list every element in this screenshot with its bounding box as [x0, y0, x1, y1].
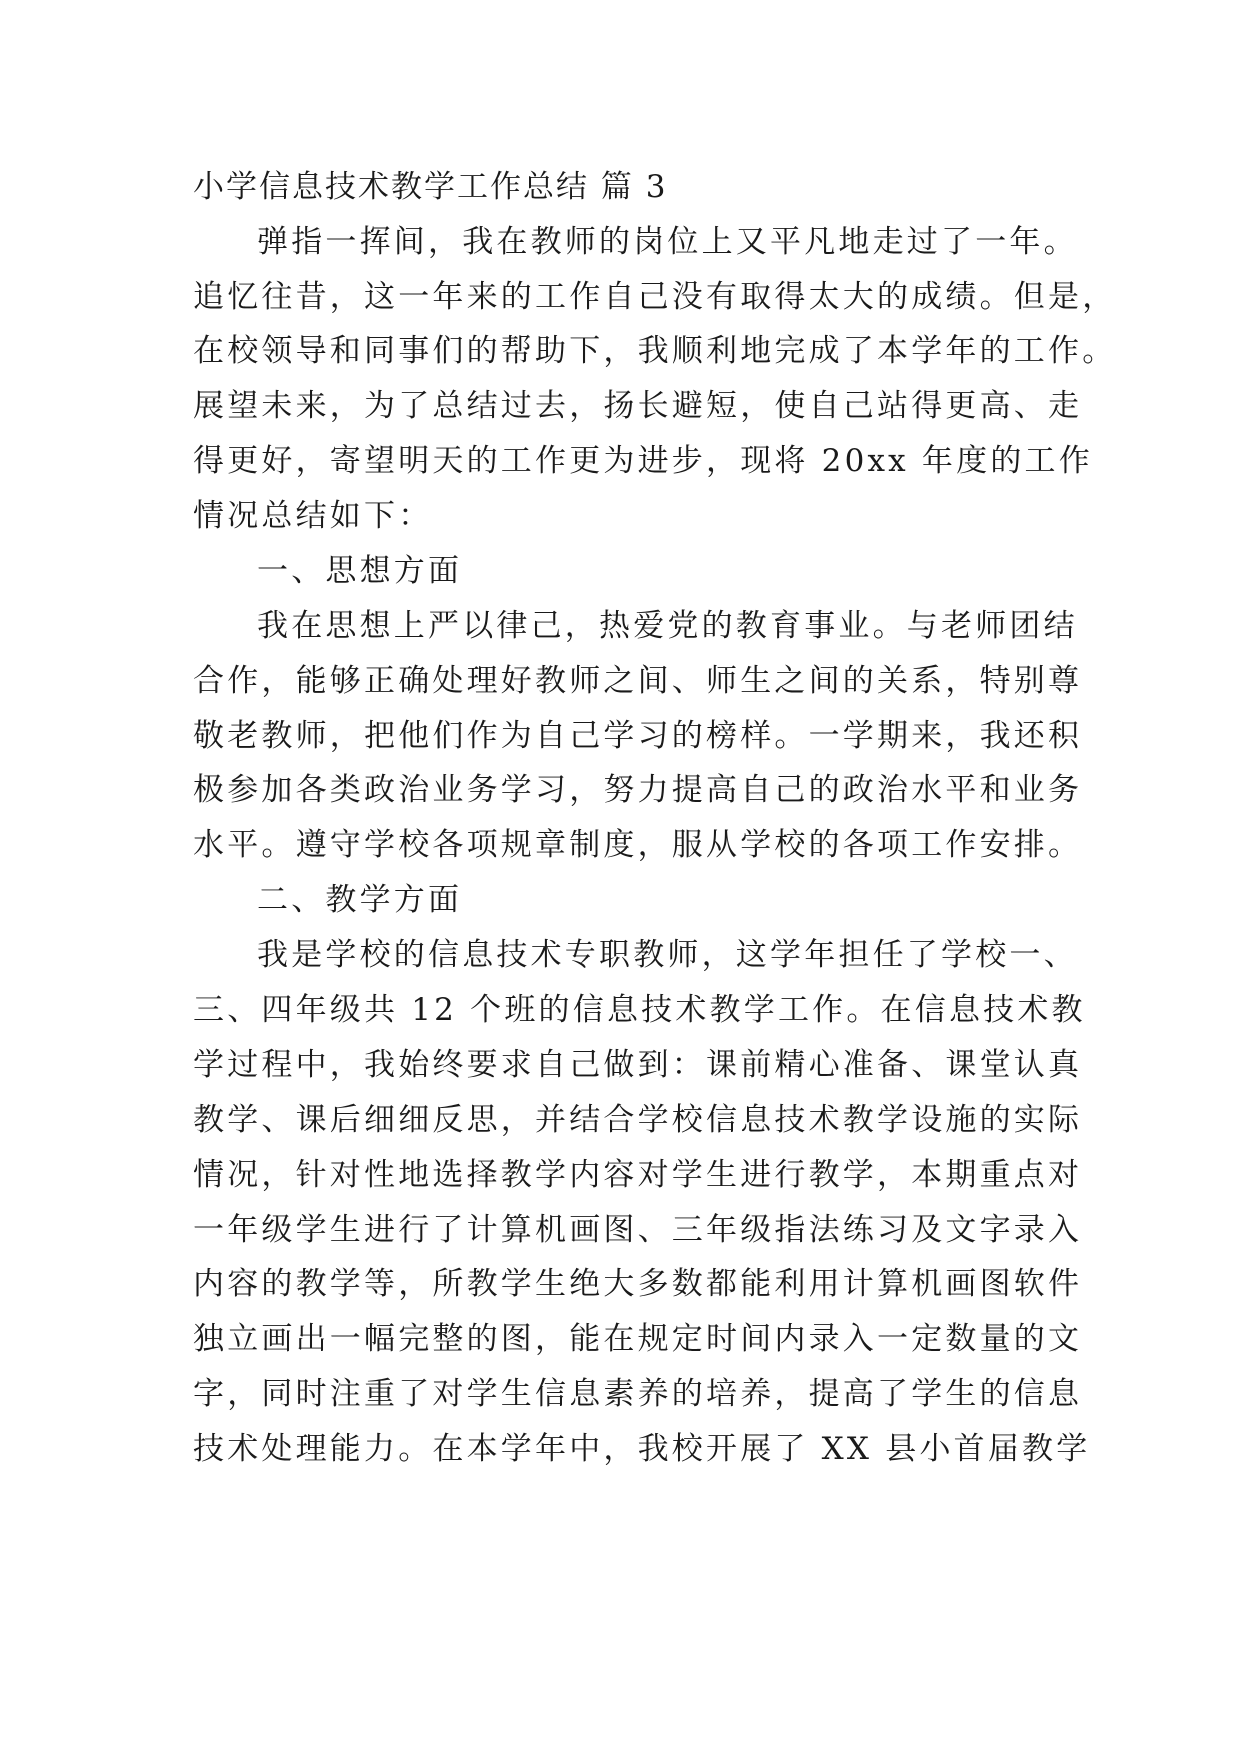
- document-title: 小学信息技术教学工作总结 篇 3: [193, 169, 668, 205]
- text-line: 我是学校的信息技术专职教师，这学年担任了学校一、: [257, 937, 1078, 973]
- text-line: 情况，针对性地选择教学内容对学生进行教学，本期重点对: [193, 1157, 1083, 1193]
- section-heading: 二、教学方面: [257, 882, 463, 918]
- text-line: 技术处理能力。在本学年中，我校开展了 XX 县小首届教学: [193, 1431, 1091, 1467]
- text-line: 追忆往昔，这一年来的工作自己没有取得太大的成绩。但是，: [193, 279, 1117, 315]
- text-line: 情况总结如下：: [193, 498, 433, 534]
- text-line: 敬老教师，把他们作为自己学习的榜样。一学期来，我还积: [193, 718, 1083, 754]
- text-line: 教学、课后细细反思，并结合学校信息技术教学设施的实际: [193, 1102, 1083, 1138]
- section-heading: 一、思想方面: [257, 553, 463, 589]
- text-line: 学过程中，我始终要求自己做到：课前精心准备、课堂认真: [193, 1047, 1083, 1083]
- text-line: 在校领导和同事们的帮助下，我顺利地完成了本学年的工作。: [193, 333, 1117, 369]
- text-line: 我在思想上严以律己，热爱党的教育事业。与老师团结: [257, 608, 1078, 644]
- text-line: 极参加各类政治业务学习，努力提高自己的政治水平和业务: [193, 772, 1083, 808]
- text-line: 字，同时注重了对学生信息素养的培养，提高了学生的信息: [193, 1376, 1083, 1412]
- text-line: 水平。遵守学校各项规章制度，服从学校的各项工作安排。: [193, 827, 1083, 863]
- text-line: 内容的教学等，所教学生绝大多数都能利用计算机画图软件: [193, 1266, 1083, 1302]
- text-line: 合作，能够正确处理好教师之间、师生之间的关系，特别尊: [193, 663, 1083, 699]
- text-line: 一年级学生进行了计算机画图、三年级指法练习及文字录入: [193, 1212, 1083, 1248]
- text-line: 独立画出一幅完整的图，能在规定时间内录入一定数量的文: [193, 1321, 1083, 1357]
- text-line: 得更好，寄望明天的工作更为进步，现将 20xx 年度的工作: [193, 443, 1093, 479]
- text-line: 三、四年级共 12 个班的信息技术教学工作。在信息技术教: [193, 992, 1086, 1028]
- text-line: 展望未来，为了总结过去，扬长避短，使自己站得更高、走: [193, 388, 1083, 424]
- text-line: 弹指一挥间，我在教师的岗位上又平凡地走过了一年。: [257, 224, 1078, 260]
